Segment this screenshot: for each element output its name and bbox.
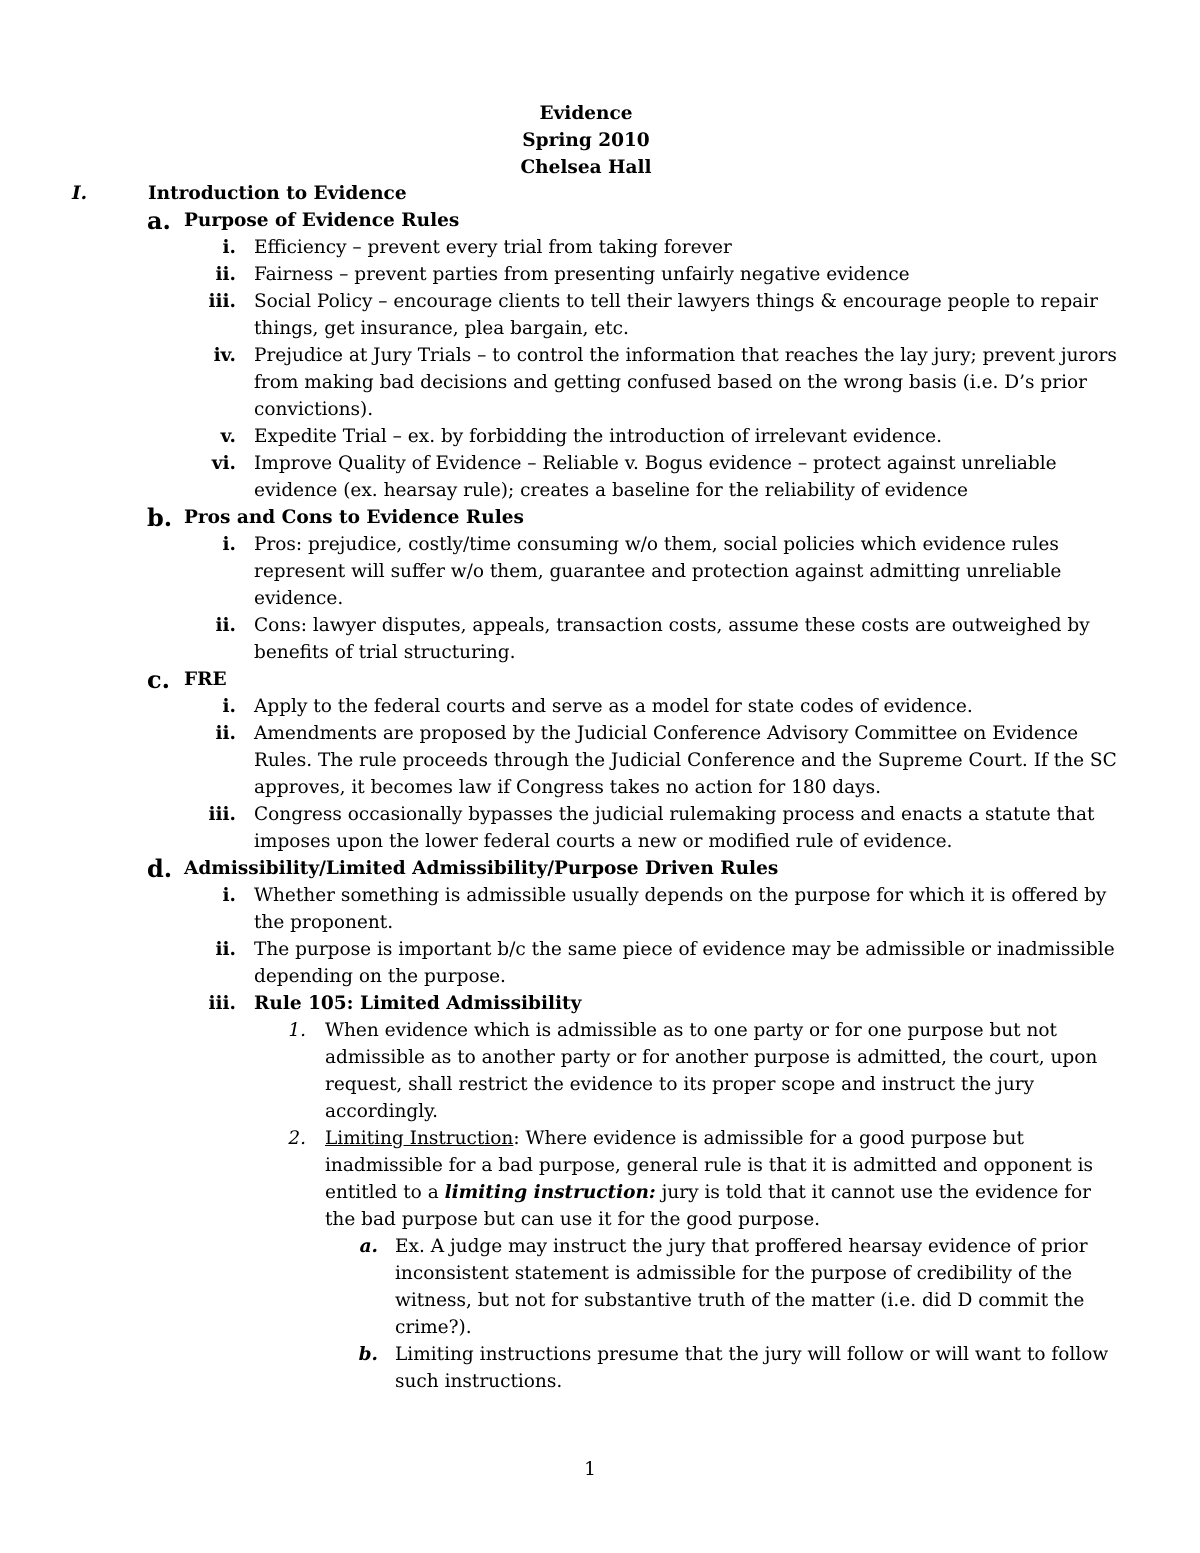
list-item xyxy=(0,450,1200,504)
list-item xyxy=(0,612,1200,666)
outline-label: ii. xyxy=(215,264,236,285)
emphasis-text: limiting instruction: xyxy=(444,1182,656,1203)
list-item xyxy=(0,288,1200,342)
page-number: 1 xyxy=(584,1459,596,1480)
outline-label: c. xyxy=(147,665,170,694)
list-item-text: Improve Quality of Evidence – Reliable v. Bogus evidence – protect against unreliable evidence (ex. hearsay rule); creates a baseline for the reliability of evidence xyxy=(254,453,1057,501)
list-item-text xyxy=(325,1125,1125,1233)
outline-label: I. xyxy=(72,183,88,204)
outline-label: iii. xyxy=(208,804,236,825)
list-item xyxy=(0,342,1200,423)
outline-label: b. xyxy=(358,1344,378,1365)
document-author: Chelsea Hall xyxy=(520,157,652,178)
list-item xyxy=(0,936,1200,990)
outline xyxy=(0,180,1200,1395)
outline-label: ii. xyxy=(215,723,236,744)
outline-label: i. xyxy=(222,534,236,555)
list-item-text: Expedite Trial – ex. by forbidding the introduction of irrelevant evidence. xyxy=(254,426,942,447)
section-title: Introduction to Evidence xyxy=(148,183,407,204)
list-item-text: Prejudice at Jury Trials – to control the information that reaches the lay jury; prevent jurors from making bad decisions and getting confused based on the wrong basis (i.e. D’s prior convictions). xyxy=(254,345,1117,420)
list-item xyxy=(0,1125,1200,1233)
outline-label: ii. xyxy=(215,615,236,636)
list-item-text: Efficiency – prevent every trial from taking forever xyxy=(254,237,732,258)
subsection-title: FRE xyxy=(184,669,227,690)
subsection-heading xyxy=(0,207,1200,234)
outline-label: i. xyxy=(222,237,236,258)
subsection-heading xyxy=(0,855,1200,882)
list-item-text: The purpose is important b/c the same piece of evidence may be admissible or inadmissible depending on the purpose. xyxy=(254,939,1115,987)
list-item-text: Social Policy – encourage clients to tell their lawyers things & encourage people to repair things, get insurance, plea bargain, etc. xyxy=(254,291,1098,339)
list-item xyxy=(0,801,1200,855)
limiting-instruction-term: Limiting Instruction xyxy=(325,1128,514,1149)
outline-label: i. xyxy=(222,885,236,906)
document-title: Evidence xyxy=(539,103,633,124)
list-item-text-part: : Where evidence is admissible for a good purpose but inadmissible for a bad purpose, general rule is that it is admitted and opponent is entitled to a xyxy=(325,1128,1093,1203)
outline-label: 2. xyxy=(288,1128,306,1149)
list-item xyxy=(0,234,1200,261)
list-item xyxy=(0,693,1200,720)
outline-label: i. xyxy=(222,696,236,717)
section-heading xyxy=(0,180,1200,207)
outline-label: b. xyxy=(147,503,173,532)
subsection-title: Admissibility/Limited Admissibility/Purpose Driven Rules xyxy=(184,858,779,879)
outline-label: d. xyxy=(147,854,173,883)
list-item xyxy=(0,1233,1200,1341)
list-item-text: Limiting instructions presume that the jury will follow or will want to follow such instructions. xyxy=(395,1344,1109,1392)
list-item xyxy=(0,1017,1200,1125)
outline-label: 1. xyxy=(288,1020,306,1041)
document-header xyxy=(0,100,1172,181)
subsection-title: Purpose of Evidence Rules xyxy=(184,210,460,231)
outline-label: iii. xyxy=(208,291,236,312)
outline-label: a. xyxy=(147,206,171,235)
list-item xyxy=(0,1341,1200,1395)
subsection-title: Pros and Cons to Evidence Rules xyxy=(184,507,524,528)
list-item xyxy=(0,531,1200,612)
list-item xyxy=(0,261,1200,288)
subsection-heading xyxy=(0,504,1200,531)
list-item-text: Congress occasionally bypasses the judicial rulemaking process and enacts a statute that imposes upon the lower federal courts a new or modified rule of evidence. xyxy=(254,804,1095,852)
outline-label: v. xyxy=(220,426,236,447)
list-item-text: Whether something is admissible usually depends on the purpose for which it is offered by the proponent. xyxy=(254,885,1107,933)
list-item-text: Amendments are proposed by the Judicial Conference Advisory Committee on Evidence Rules. The rule proceeds through the Judicial Conference and the Supreme Court. If the SC approves, it becomes law if Congress takes no action for 180 days. xyxy=(254,723,1117,798)
list-item xyxy=(0,990,1200,1017)
list-item-text: Fairness – prevent parties from presenting unfairly negative evidence xyxy=(254,264,910,285)
document-term: Spring 2010 xyxy=(522,130,650,151)
list-item-text: Ex. A judge may instruct the jury that proffered hearsay evidence of prior inconsistent statement is admissible for the purpose of credibility of the witness, but not for substantive truth of the matter (i.e. did D commit the crime?). xyxy=(395,1236,1088,1338)
outline-label: iii. xyxy=(208,993,236,1014)
subsection-heading xyxy=(0,666,1200,693)
list-item-text: Cons: lawyer disputes, appeals, transaction costs, assume these costs are outweighed by benefits of trial structuring. xyxy=(254,615,1090,663)
rule-heading: Rule 105: Limited Admissibility xyxy=(254,993,582,1014)
list-item-text: Apply to the federal courts and serve as a model for state codes of evidence. xyxy=(254,696,973,717)
list-item-text: When evidence which is admissible as to one party or for one purpose but not admissible as to another party or for another purpose is admitted, the court, upon request, shall restrict the evidence to its proper scope and instruct the jury accordingly. xyxy=(325,1020,1098,1122)
list-item xyxy=(0,882,1200,936)
list-item xyxy=(0,423,1200,450)
list-item-text: Pros: prejudice, costly/time consuming w/o them, social policies which evidence rules represent will suffer w/o them, guarantee and protection against admitting unreliable evidence. xyxy=(254,534,1062,609)
outline-label: ii. xyxy=(215,939,236,960)
outline-label: a. xyxy=(359,1236,378,1257)
outline-label: vi. xyxy=(211,453,236,474)
list-item-text-part: jury is told that it cannot use the evidence for the bad purpose but can use it for the good purpose. xyxy=(325,1182,1092,1230)
list-item xyxy=(0,720,1200,801)
outline-label: iv. xyxy=(213,345,236,366)
